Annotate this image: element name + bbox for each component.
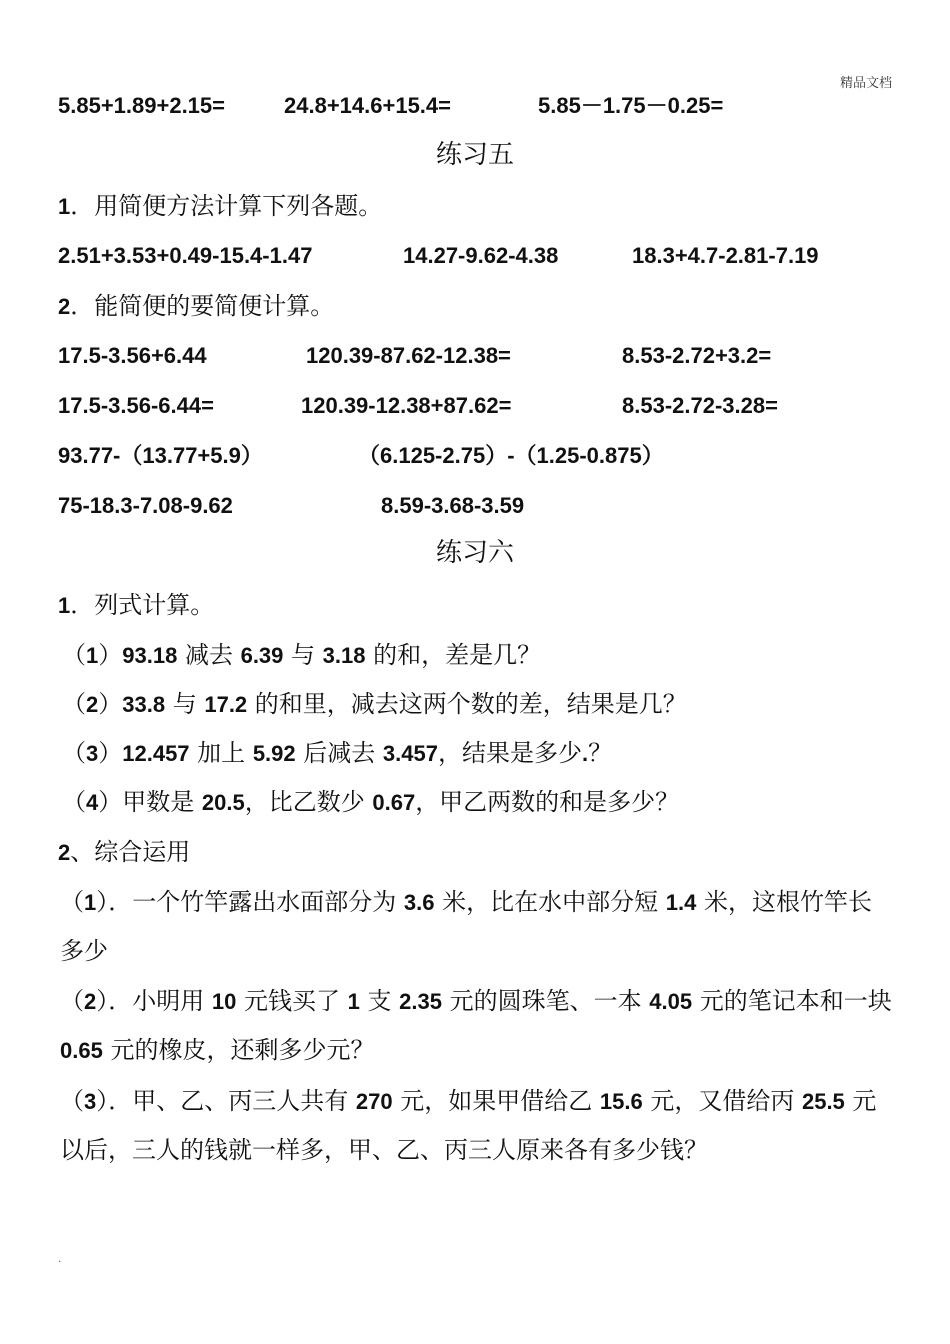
paren: （ [62,690,86,718]
value: 93.18 [122,643,178,668]
text: 米，这根竹竿长多少 [60,888,872,965]
expression: 24.8+14.6+15.4= [284,93,451,118]
text: 米，比在水中部分短 [434,888,666,916]
value: 12.457 [122,741,190,766]
text: ，结果是多少 [437,739,582,767]
value: 20.5 [201,790,245,815]
expression: 75-18.3-7.08-9.62 [58,493,233,518]
text: 元，又借给丙 [642,1087,802,1115]
value: 1 [347,989,360,1014]
value: 15.6 [599,1089,643,1114]
value: 0.67 [372,790,416,815]
value: 3.18 [322,643,366,668]
sub-number: 2 [84,989,97,1014]
paren: （ [62,739,86,767]
paren: （ [60,1087,84,1115]
text: 元，如果甲借给乙 [392,1087,600,1115]
value: 25.5 [801,1089,845,1114]
text: ，比乙数少 [244,788,373,816]
paren: ） [98,739,123,767]
ex6-sub-1 [62,639,892,672]
text: ，甲乙两数的和是多少？ [415,788,680,816]
ex6-app-3 [60,1077,894,1175]
question-number: 1 [58,593,71,618]
expression: 17.5-3.56-6.44= [58,393,214,418]
text: 的和，差是几？ [365,641,542,669]
expression: 17.5-3.56+6.44 [58,343,207,368]
expression: 120.39-12.38+87.62= [301,393,512,418]
text: 元的橡皮，还剩多少元？ [102,1036,375,1064]
dot: . [581,741,589,766]
paren: （ [60,888,84,916]
sub-number: 1 [84,890,97,915]
ex6-app-2 [60,977,894,1075]
sub-number: 3 [86,741,99,766]
expression: 8.59-3.68-3.59 [381,493,525,518]
section-title-ex5: 练习五 [435,140,514,170]
ex6-sub-2 [62,688,892,721]
sub-number: 2 [86,692,99,717]
ex6-question-2 [58,836,892,869]
expression: 8.53-2.72+3.2= [622,343,772,368]
value: 10 [211,989,237,1014]
paren: ） [98,690,123,718]
expression: （6.125-2.75）-（1.25-0.875） [358,443,664,468]
ex6-sub-3 [62,737,892,770]
section-title-ex6: 练习六 [435,538,514,568]
footer-mark: . [58,1254,62,1265]
ex6-question-1 [58,589,892,622]
paren: （ [62,788,86,816]
text: ）．一个竹竿露出水面部分为 [96,888,404,916]
paren: （ [60,987,84,1015]
value: 3.457 [382,741,438,766]
question-number: 2 [58,840,71,865]
text: ）．甲、乙、丙三人共有 [96,1087,356,1115]
text: 元钱买了 [236,987,348,1015]
text: 后减去 [295,739,383,767]
text: ）甲数是 [98,788,202,816]
text: ？ [588,739,613,767]
ex5-question-2 [58,290,892,323]
expression: 8.53-2.72-3.28= [622,393,778,418]
question-number: 2 [58,294,71,319]
value: 5.92 [252,741,296,766]
expression: 2.51+3.53+0.49-15.4-1.47 [58,243,313,268]
text: 加上 [189,739,253,767]
question-text: ．能简便的要简便计算。 [70,292,335,320]
text: ）．小明用 [96,987,212,1015]
question-text: ．列式计算。 [70,591,215,619]
value: 270 [355,1089,393,1114]
text: 与 [283,641,323,669]
value: 33.8 [122,692,166,717]
value: 17.2 [204,692,248,717]
expression: 5.85+1.89+2.15= [58,93,225,118]
expression: 120.39-87.62-12.38= [306,343,511,368]
expression: 18.3+4.7-2.81-7.19 [632,243,819,268]
expression: 5.85－1.75－0.25= [538,93,724,118]
sub-number: 3 [84,1089,97,1114]
sub-number: 4 [86,790,99,815]
ex6-app-1 [60,878,894,976]
text: 的和里，减去这两个数的差，结果是几？ [247,690,687,718]
expression: 93.77-（13.77+5.9） [58,443,263,468]
text: 元的笔记本和一块 [692,987,892,1015]
text: 元以后，三人的钱就一样多，甲、乙、丙三人原来各有多少钱？ [60,1087,877,1164]
question-number: 1 [58,194,71,219]
ex5-question-1 [58,190,892,223]
paren: ） [98,641,123,669]
value: 1.4 [665,890,697,915]
text: 减去 [177,641,241,669]
question-text: ．用简便方法计算下列各题。 [70,192,383,220]
ex6-sub-4 [62,786,892,819]
sub-number: 1 [86,643,99,668]
question-text: 、综合运用 [70,838,191,866]
value: 3.6 [403,890,435,915]
value: 4.05 [649,989,693,1014]
text: 与 [165,690,205,718]
text: 元的圆珠笔、一本 [441,987,650,1015]
expression: 14.27-9.62-4.38 [403,243,559,268]
text: 支 [359,987,400,1015]
paren: （ [62,641,86,669]
value: 6.39 [240,643,284,668]
value: 2.35 [399,989,442,1014]
value: 0.65 [60,1038,103,1063]
header-note: 精品文档 [839,76,892,91]
